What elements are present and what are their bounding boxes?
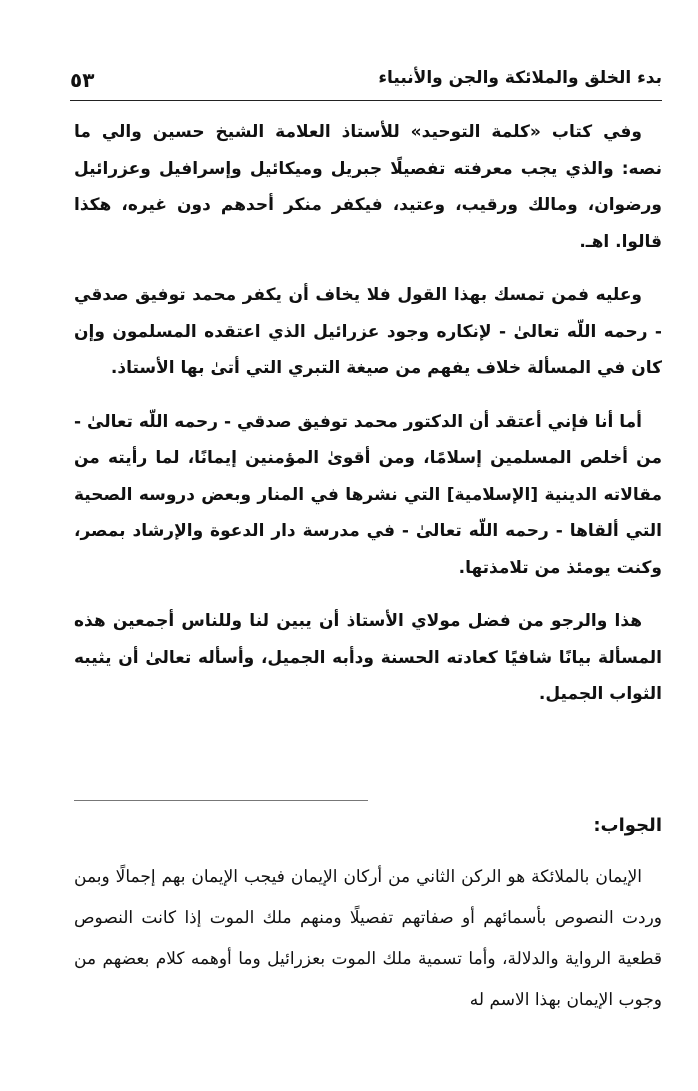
question-paragraph: هذا والرجو من فضل مولاي الأستاذ أن يبين لنا وللناس أجمعين هذه المسألة بيانًا شافيًا كعادته الحسنة ودأبه الجميل، وأسأله تعالىٰ أن يثيبه الثواب الجميل. — [74, 611, 662, 704]
question-section — [74, 114, 662, 730]
question-paragraph: أما أنا فإني أعتقد أن الدكتور محمد توفيق صدقي - رحمه اللّه تعالىٰ - من أخلص المسلمين إسلامًا، ومن أقوىٰ المؤمنين إيمانًا، لما رأيته من مقالاته الدينية [الإسلامية] التي نشرها في المنار وبعض دروسه الصحية التي ألقاها - رحمه اللّه تعالىٰ - في مدرسة دار الدعوة والإرشاد بمصر، وكنت يومئذ من تلامذتها. — [74, 411, 662, 578]
page-number: ٥٣ — [70, 68, 95, 92]
section-divider — [74, 800, 368, 801]
page-header — [70, 52, 662, 101]
question-paragraph: وعليه فمن تمسك بهذا القول فلا يخاف أن يكفر محمد توفيق صدقي - رحمه اللّه تعالىٰ - لإنكاره وجود عزرائيل الذي اعتقده المسلمون وإن كان في المسألة خلاف يفهم من صيغة التبري التي أتىٰ بها الأستاذ. — [74, 285, 662, 378]
answer-heading: الجواب: — [593, 815, 662, 836]
question-paragraph: وفي كتاب «كلمة التوحيد» للأستاذ العلامة الشيخ حسين والي ما نصه: والذي يجب معرفته تفصيلًا جبريل وميكائيل وإسرافيل وعزرائيل ورضوان، ومالك ورقيب، وعتيد، فيكفر منكر أحدهم دون غيره، هكذا قالوا. اهـ. — [74, 122, 662, 252]
running-title: بدء الخلق والملائكة والجن والأنبياء — [378, 68, 662, 88]
answer-paragraph: الإيمان بالملائكة هو الركن الثاني من أركان الإيمان فيجب الإيمان بهم إجمالًا وبمن وردت النصوص بأسمائهم أو صفاتهم تفصيلًا ومنهم ملك الموت إذا كانت النصوص قطعية الرواية والدلالة، وأما تسمية ملك الموت بعزرائيل وما أوهمه كلام بعضهم من وجوب الإيمان بهذا الاسم له — [74, 867, 662, 1010]
